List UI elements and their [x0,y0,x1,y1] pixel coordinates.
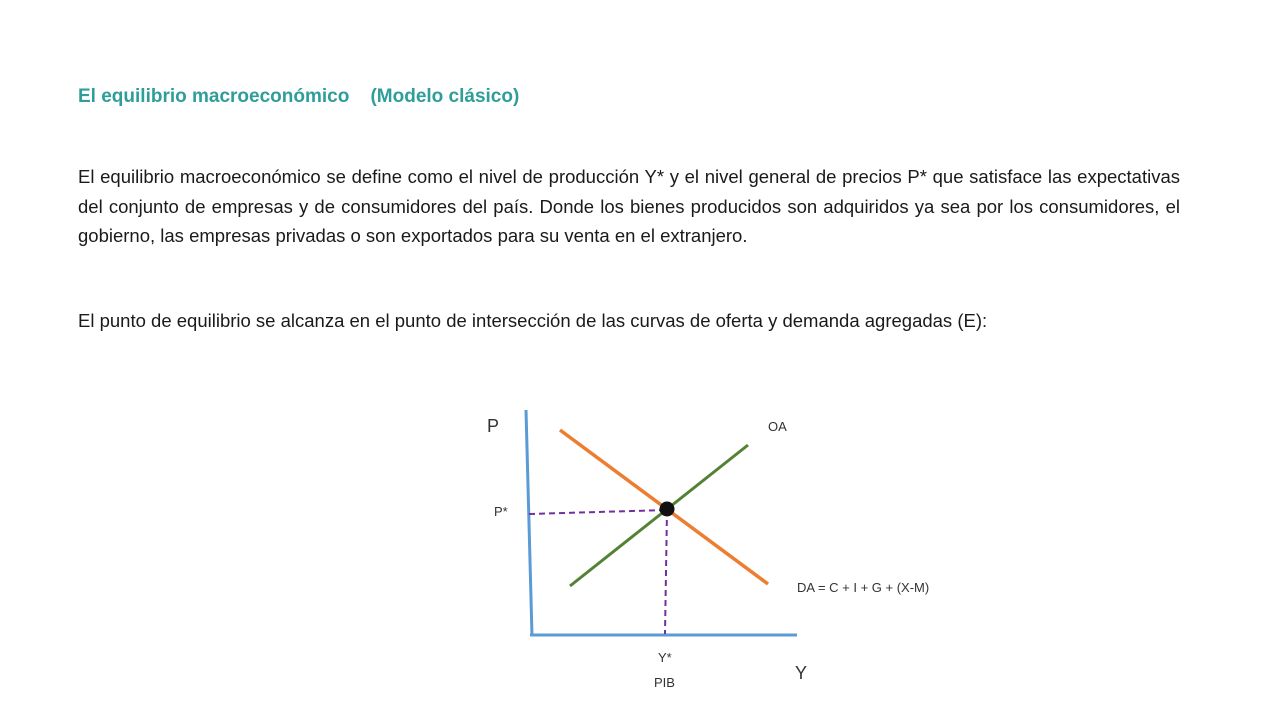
output-guide-line [665,510,667,634]
price-guide-line [529,510,667,514]
aggregate-supply-curve [570,445,748,586]
definition-paragraph: El equilibrio macroeconómico se define como el nivel de producción Y* y el nivel general de precios P* que satisface las expectativas del conjunto de empresas y de consumidores del país. Donde los bienes producidos son adquiridos ya sea por los consumidores, el gobierno, las empresas privadas o son exportados para su venta en el extranjero. [78,166,1180,246]
price-axis-label: P [487,416,500,436]
demand-curve-label: DA = C + I + G + (X-M) [797,580,930,595]
price-axis [526,410,532,636]
slide-title: El equilibrio macroeconómico (Modelo clásico) [78,86,520,107]
equilibrium-point-paragraph: El punto de equilibrio se alcanza en el punto de intersección de las curvas de oferta y demanda agregadas (E): [78,310,988,331]
output-axis-label: Y [795,663,808,683]
equilibrium-price-label: P* [494,504,508,519]
output-name-label: PIB [654,675,675,690]
equilibrium-point [660,502,675,517]
supply-curve-label: OA [768,419,787,434]
equilibrium-output-label: Y* [658,650,672,665]
